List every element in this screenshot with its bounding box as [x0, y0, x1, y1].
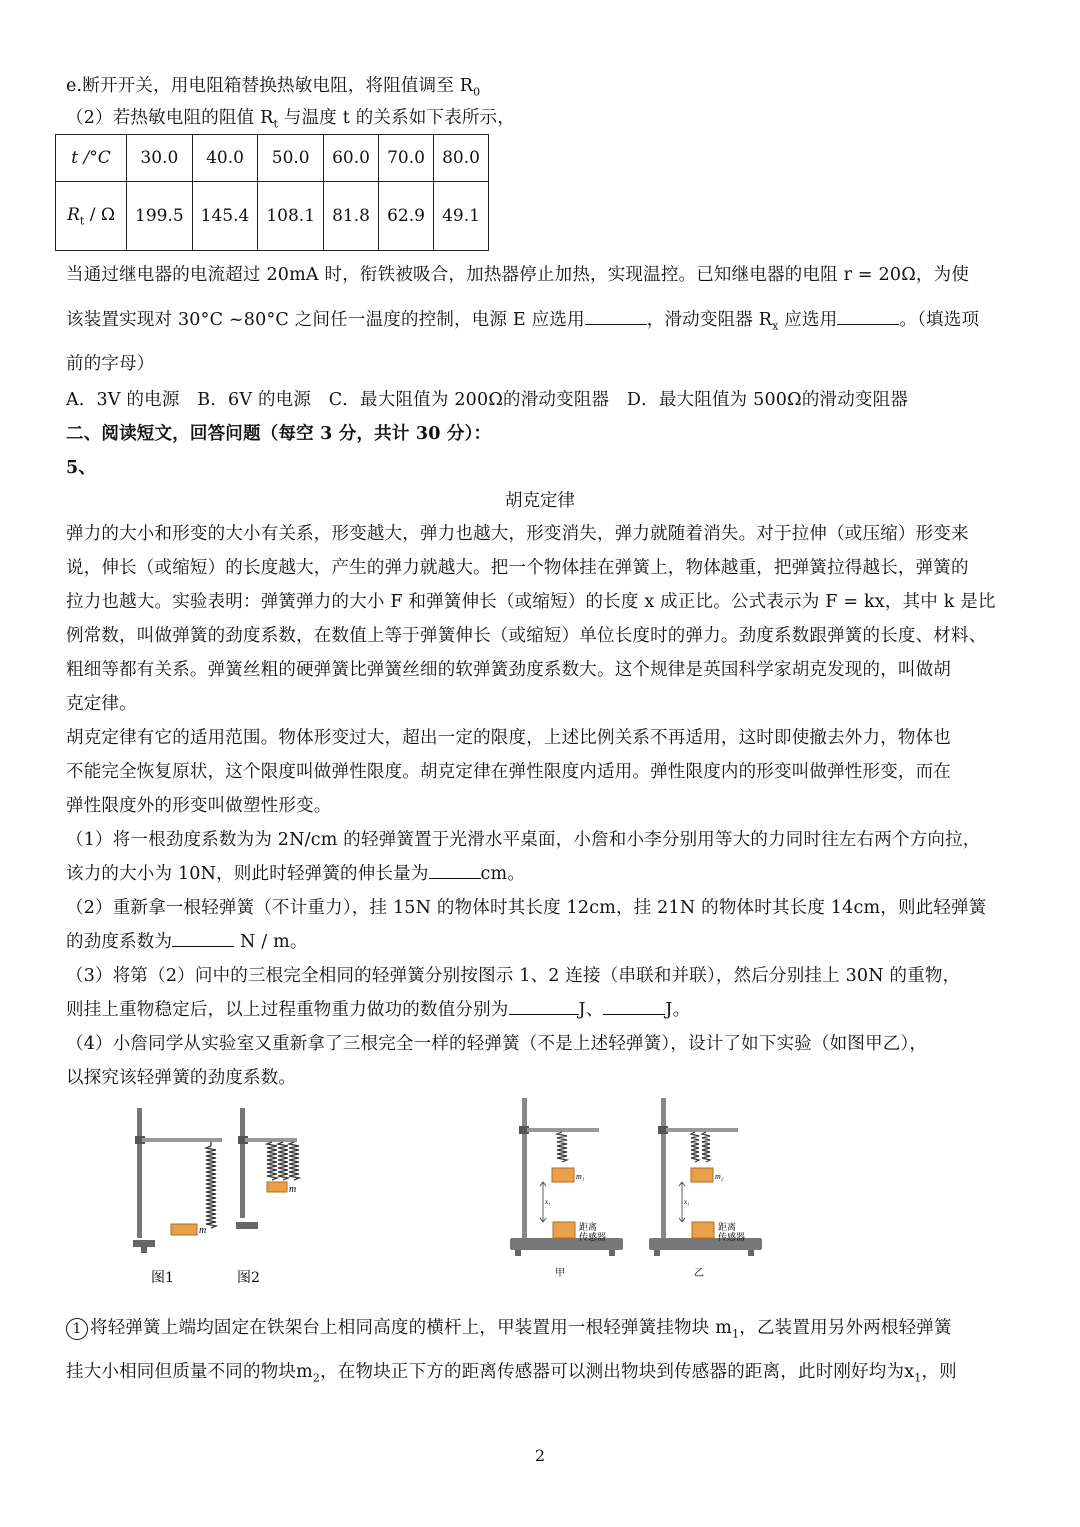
answer-options: A．3V 的电源 B．6V 的电源 C．最大阻值为 200Ω的滑动变阻器 D．最大阻值为 500Ω的滑动变阻器 — [66, 390, 909, 410]
distance-sensor-yi — [692, 1222, 714, 1238]
table-cell: 199.5 — [127, 182, 193, 251]
answer-blank-q1[interactable] — [429, 877, 481, 879]
mass-label-2: m — [289, 1184, 297, 1195]
figure-1-caption: 图1 — [151, 1270, 174, 1286]
step-1-line: 1 将轻弹簧上端均固定在铁架台上相同高度的横杆上，甲装置用一根轻弹簧挂物块 $m_1$，乙装置用另外两根轻弹簧 — [66, 1314, 952, 1341]
figure-2-caption: 图2 — [237, 1270, 260, 1286]
m2-label: m₂ — [715, 1172, 724, 1181]
passage-p1-line: 拉力也越大。实验表明：弹簧弹力的大小 F 和弹簧伸长（或缩短）的长度 x 成正比。公式表示为 F = kx，其中 k 是比 — [66, 592, 996, 612]
svg-text:距离: 距离 — [718, 1223, 737, 1233]
answer-blank-e[interactable] — [585, 323, 647, 325]
question-number-5: 5、 — [66, 458, 97, 478]
circled-number: 1 — [66, 1318, 88, 1340]
sub-question-4: （4）小詹同学从实验室又重新拿了三根完全一样的轻弹簧（不是上述轻弹簧），设计了如下实验（如图甲乙）， — [66, 1034, 928, 1054]
step-e-line: e.断开开关，用电阻箱替换热敏电阻，将阻值调至 $R_0$ — [66, 76, 481, 99]
table-cell: 50.0 — [258, 135, 324, 182]
passage-p2-line: 胡克定律有它的适用范围。物体形变过大，超出一定的限度，上述比例关系不再适用，这时即使撤去外力，物体也 — [66, 728, 951, 748]
x1-label-yi: x₁ — [684, 1198, 690, 1206]
jia-caption: 甲 — [555, 1268, 565, 1279]
mass-label-1: m — [199, 1225, 207, 1236]
table-cell: 49.1 — [434, 182, 489, 251]
passage-p1-line: 克定律。 — [66, 694, 137, 714]
m1-label: m₁ — [576, 1172, 585, 1181]
sub-question-1: （1）将一根劲度系数为为 2N/cm 的轻弹簧置于光滑水平桌面，小詹和小李分别用等大的力同时往左右两个方向拉， — [66, 830, 981, 850]
apparatus-yi — [649, 1098, 762, 1279]
answer-blank-q3b[interactable] — [603, 1013, 665, 1015]
crossbar-2 — [245, 1138, 297, 1142]
distance-sensor-jia — [553, 1222, 575, 1238]
table-cell: 62.9 — [379, 182, 434, 251]
series-springs — [206, 1142, 216, 1228]
sub-question-2: （2）重新拿一根轻弹簧（不计重力），挂 15N 的物体时其长度 12cm，挂 21N 的物体时其长度 14cm，则此轻弹簧 — [66, 898, 987, 918]
stand-pole-1 — [137, 1108, 142, 1238]
sub-question-3: （3）将第（2）问中的三根完全相同的轻弹簧分别按图示 1、2 连接（串联和并联），然后分别挂上 30N 的重物， — [66, 966, 961, 986]
answer-blank-q2[interactable] — [172, 945, 234, 947]
mass-block-2 — [267, 1182, 287, 1192]
svg-text:传感器: 传感器 — [718, 1233, 746, 1243]
table-row-resistance — [56, 182, 489, 251]
relay-text-3: 前的字母） — [66, 354, 155, 374]
table-cell: 145.4 — [192, 182, 258, 251]
table-header-resistance: $R_t$ / Ω — [56, 182, 127, 251]
table-cell: 70.0 — [379, 135, 434, 182]
relay-text-2: 该装置实现对 30°C ~80°C 之间任一温度的控制，电源 E 应选用 ，滑动变阻器 $R_x$ 应选用 。（填选项 — [66, 310, 980, 333]
section-heading: 二、阅读短文，回答问题（每空 3 分，共计 30 分）： — [66, 424, 492, 444]
passage-p1-line: 粗细等都有关系。弹簧丝粗的硬弹簧比弹簧丝细的软弹簧劲度系数大。这个规律是英国科学家胡克发现的，叫做胡 — [66, 660, 951, 680]
apparatus-jia — [510, 1098, 623, 1279]
table-cell: 30.0 — [127, 135, 193, 182]
resistance-temperature-table — [55, 134, 489, 251]
mass-block-1 — [171, 1224, 197, 1235]
crossbar-1 — [142, 1138, 222, 1142]
passage-p2-line: 弹性限度外的形变叫做塑性形变。 — [66, 796, 332, 816]
passage-title: 胡克定律 — [505, 491, 575, 511]
yi-caption: 乙 — [694, 1268, 704, 1279]
page-number: 2 — [534, 1446, 546, 1465]
question-2-intro: （2）若热敏电阻的阻值 $R_t$ 与温度 t 的关系如下表所示， — [66, 108, 516, 131]
x1-label-jia: x₁ — [545, 1198, 551, 1206]
sub-question-3-cont: 则挂上重物稳定后，以上过程重物重力做功的数值分别为 J、 J。 — [66, 1000, 691, 1020]
svg-text:传感器: 传感器 — [579, 1233, 607, 1243]
table-header-temp: t /°C — [56, 135, 127, 182]
parallel-springs — [267, 1142, 299, 1180]
passage-p1-line: 说，伸长（或缩短）的长度越大，产生的弹力就越大。把一个物体挂在弹簧上，物体越重，把弹簧拉得越长，弹簧的 — [66, 558, 969, 578]
step-1-line-2: 挂大小相同但质量不同的物块$m_2$，在物块正下方的距离传感器可以测出物块到传感器的距离，此时刚好均为$x_1$，则 — [66, 1362, 957, 1385]
table-cell: 40.0 — [192, 135, 258, 182]
passage-p1-line: 例常数，叫做弹簧的劲度系数，在数值上等于弹簧伸长（或缩短）单位长度时的弹力。劲度系数跟弹簧的长度、材料、 — [66, 626, 987, 646]
table-row-temperature — [56, 135, 489, 182]
table-cell: 60.0 — [324, 135, 379, 182]
passage-p1-line: 弹力的大小和形变的大小有关系，形变越大，弹力也越大，形变消失，弹力就随着消失。对于拉伸（或压缩）形变来 — [66, 524, 969, 544]
table-cell: 80.0 — [434, 135, 489, 182]
figure-series-parallel — [125, 1100, 325, 1290]
figure-jia-yi — [505, 1092, 765, 1282]
sub-question-4-cont: 以探究该轻弹簧的劲度系数。 — [66, 1068, 297, 1088]
passage-p2-line: 不能完全恢复原状，这个限度叫做弹性限度。胡克定律在弹性限度内适用。弹性限度内的形变叫做弹性形变，而在 — [66, 762, 951, 782]
answer-blank-q3a[interactable] — [509, 1013, 579, 1015]
table-cell: 108.1 — [258, 182, 324, 251]
sub-question-2-cont: 的劲度系数为 N / m。 — [66, 932, 308, 952]
stand-pole-2 — [240, 1108, 245, 1218]
table-cell: 81.8 — [324, 182, 379, 251]
relay-text-1: 当通过继电器的电流超过 20mA 时，衔铁被吸合，加热器停止加热，实现温控。已知继电器的电阻 r = 20Ω，为使 — [66, 265, 970, 285]
answer-blank-rx[interactable] — [837, 323, 899, 325]
sub-question-1-cont: 该力的大小为 10N，则此时轻弹簧的伸长量为 cm。 — [66, 864, 526, 884]
svg-text:距离: 距离 — [579, 1223, 598, 1233]
